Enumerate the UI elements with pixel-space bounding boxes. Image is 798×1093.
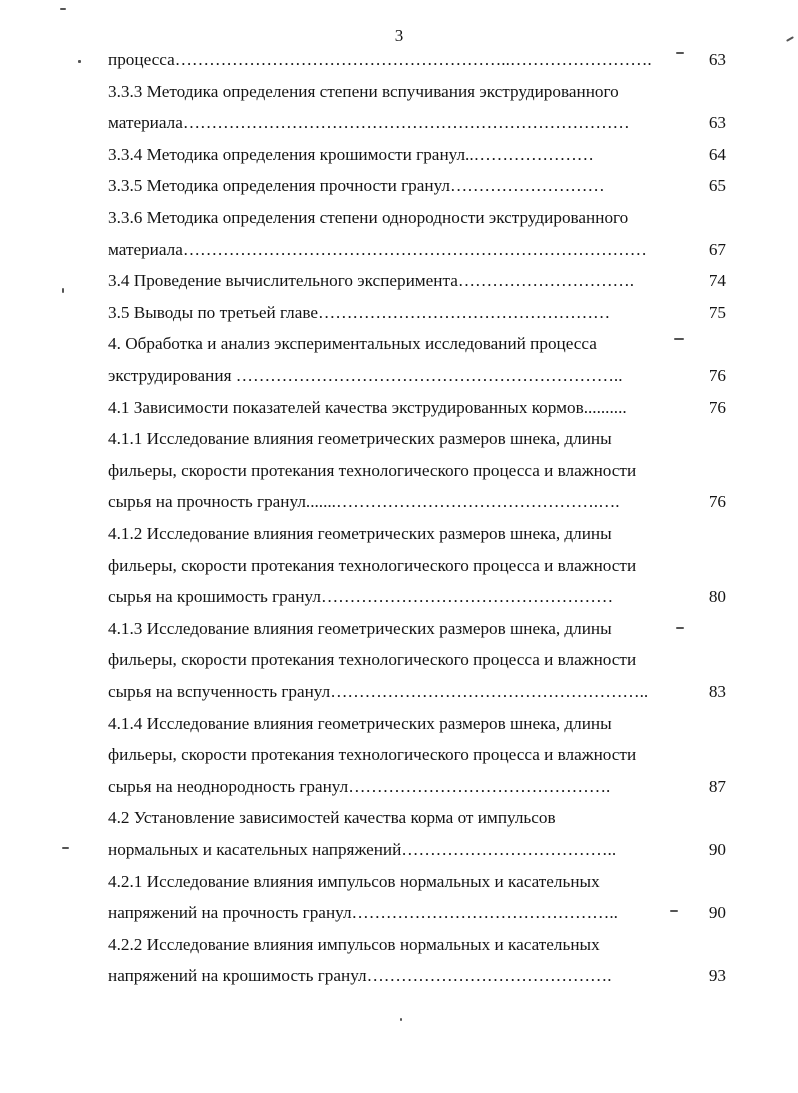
scan-speck [62, 288, 64, 293]
toc-entry-line: 4.1 Зависимости показателей качества экструдированных кормов.......... [108, 398, 627, 417]
toc-page-number: 80 [708, 587, 726, 606]
page-number: 3 [394, 26, 404, 45]
scan-speck [62, 847, 69, 849]
scan-speck [674, 338, 684, 340]
toc-entry-line: фильеры, скорости протекания технологического процесса и влажности [108, 461, 637, 480]
toc-page-number: 87 [708, 777, 726, 796]
toc-entry-line: 4.1.1 Исследование влияния геометрических размеров шнека, длины [108, 429, 612, 448]
toc-entry-line: напряжений на крошимость гранул……………………………………. [108, 966, 612, 985]
toc-page-number: 93 [708, 966, 726, 985]
toc-entry-line: фильеры, скорости протекания технологического процесса и влажности [108, 650, 637, 669]
toc-page-number: 83 [708, 682, 726, 701]
scan-speck [676, 627, 684, 629]
toc-page-number: 90 [708, 840, 726, 859]
toc-entry-line: 3.3.5 Методика определения прочности гранул……………………… [108, 176, 605, 195]
toc-entry-line: 3.3.4 Методика определения крошимости гранул..………………… [108, 145, 594, 164]
toc-page-number: 75 [708, 303, 726, 322]
toc-entry-line: фильеры, скорости протекания технологического процесса и влажности [108, 745, 637, 764]
toc-entry-line: сырья на крошимость гранул…………………………………………… [108, 587, 614, 606]
toc-page-number: 90 [708, 903, 726, 922]
toc-entry-line: 3.4 Проведение вычислительного эксперимента…………………………. [108, 271, 635, 290]
toc-entry-line: 4.2.2 Исследование влияния импульсов нормальных и касательных [108, 935, 600, 954]
toc-page-number: 74 [708, 271, 726, 290]
toc-entry-line: 3.5 Выводы по третьей главе…………………………………………… [108, 303, 611, 322]
toc-entry-line: материала…………………………………………………………………… [108, 113, 630, 132]
toc-entry-line: фильеры, скорости протекания технологического процесса и влажности [108, 556, 637, 575]
toc-entry-line: 4.2 Установление зависимостей качества корма от импульсов [108, 808, 556, 827]
toc-entry-line: экструдирования ………………………………………………………….. [108, 366, 623, 385]
scan-speck [670, 910, 678, 912]
toc-entry-line: нормальных и касательных напряжений……………………………….. [108, 840, 617, 859]
toc-page-number: 63 [708, 50, 726, 69]
toc-page-number: 76 [708, 398, 726, 417]
toc-entry-line: процесса…………………………………………………..……………………. [108, 50, 652, 69]
toc-entry-line: напряжений на прочность гранул……………………………………….. [108, 903, 618, 922]
scan-speck [676, 52, 684, 54]
scan-speck [60, 8, 66, 10]
toc-page-number: 76 [708, 366, 726, 385]
toc-page-number: 76 [708, 492, 726, 511]
toc-page-number: 64 [708, 145, 726, 164]
toc-entry-line: сырья на неоднородность гранул………………………………………. [108, 777, 611, 796]
toc-page-number: 67 [708, 240, 726, 259]
toc-entry-line: 4.1.3 Исследование влияния геометрических размеров шнека, длины [108, 619, 612, 638]
toc-page-number: 63 [708, 113, 726, 132]
scan-speck [78, 60, 81, 63]
toc-entry-line: 4.1.4 Исследование влияния геометрических размеров шнека, длины [108, 714, 612, 733]
toc-entry-line: 3.3.6 Методика определения степени однородности экструдированного [108, 208, 629, 227]
toc-entry-line: сырья на вспученность гранул……………………………………………….. [108, 682, 649, 701]
toc-entry-line: 4.1.2 Исследование влияния геометрических размеров шнека, длины [108, 524, 612, 543]
toc-entry-line: 4.2.1 Исследование влияния импульсов нормальных и касательных [108, 872, 600, 891]
toc-entry-line: сырья на прочность гранул.......……………………………………….…. [108, 492, 620, 511]
toc-entry-line: 3.3.3 Методика определения степени вспучивания экструдированного [108, 82, 619, 101]
toc-page-number: 65 [708, 176, 726, 195]
toc-entry-line: 4. Обработка и анализ экспериментальных исследований процесса [108, 334, 597, 353]
toc-entry-line: материала……………………………………………………………………… [108, 240, 647, 259]
scan-speck [400, 1018, 402, 1021]
